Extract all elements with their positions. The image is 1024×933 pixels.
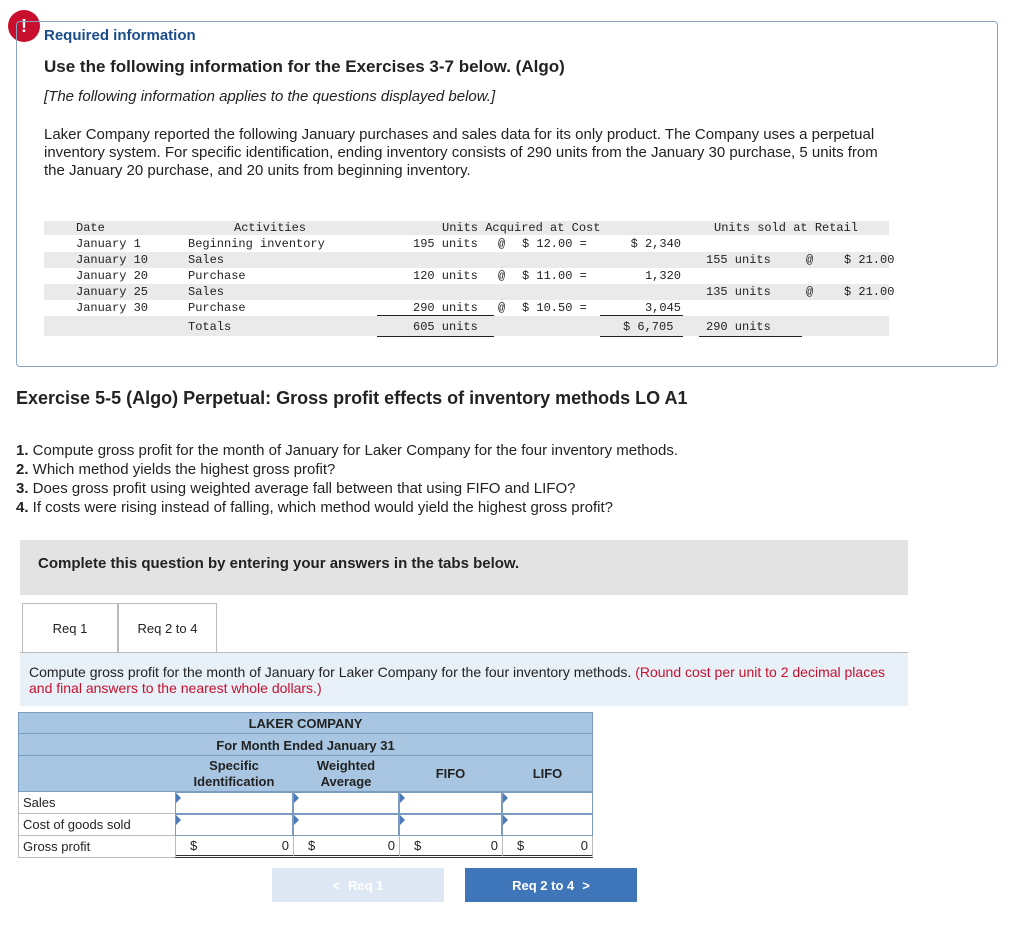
- question-item: [16, 441, 678, 460]
- purchases-sales-table: [44, 198, 895, 340]
- instruction-main: Compute gross profit for the month of January for Laker Company for the four inventory methods.: [29, 664, 632, 680]
- row-acq-total: $ 2,340: [630, 237, 681, 251]
- row-sold-units: 155 units: [706, 253, 771, 267]
- question-text: Which method yields the highest gross profit?: [28, 461, 336, 478]
- prev-req-label: Req 1: [348, 877, 384, 893]
- row-acq-price: $ 10.50 =: [522, 301, 587, 315]
- row-acq-units: 195 units: [413, 237, 478, 251]
- row-sold-units: 135 units: [706, 285, 771, 299]
- row-acq-units: 290 units: [413, 301, 478, 315]
- currency-symbol: $: [414, 838, 422, 853]
- underline-total-units: [377, 336, 494, 337]
- instruction-box: [20, 652, 908, 706]
- question-number: 2.: [16, 461, 29, 478]
- prev-req-button[interactable]: [272, 868, 444, 902]
- question-item: [16, 498, 678, 517]
- col-weighted-average: Weighted Average: [316, 758, 376, 789]
- col-specific-identification: Specific Identification: [193, 758, 275, 789]
- question-item: [16, 460, 678, 479]
- row-label-gross-profit: Gross profit: [18, 836, 175, 858]
- row-date: January 25: [76, 285, 149, 299]
- sales-fifo-input[interactable]: [399, 792, 502, 814]
- instruction-rounding-note: (Round cost per unit to 2 decimal places and final answers to the nearest whole dollars.): [29, 664, 885, 696]
- underline-units: [377, 315, 494, 316]
- row-acq-at: @: [498, 237, 506, 251]
- row-acq-price: $ 12.00 =: [522, 237, 587, 251]
- exercise-title: Exercise 5-5 (Algo) Perpetual: Gross profit effects of inventory methods LO A1: [16, 388, 688, 408]
- col-header-activities: Activities: [234, 221, 307, 235]
- totals-sold-units: 290 units: [706, 320, 771, 334]
- question-number: 3.: [16, 480, 29, 497]
- gross-profit-fifo: [399, 836, 502, 858]
- question-text: Compute gross profit for the month of January for Laker Company for the four inventory methods.: [28, 442, 678, 459]
- gross-profit-lifo: [502, 836, 593, 858]
- row-label-cogs: Cost of goods sold: [18, 814, 175, 836]
- col-header-date: Date: [76, 221, 105, 235]
- instruction-text: [29, 664, 899, 696]
- tab-req-2-to-4[interactable]: [118, 603, 217, 653]
- row-acq-price: $ 11.00 =: [522, 269, 587, 283]
- cogs-lifo-input[interactable]: [502, 814, 593, 836]
- question-item: [16, 479, 678, 498]
- underline-total-sold: [699, 336, 802, 337]
- row-activity: Beginning inventory: [188, 237, 325, 251]
- row-acq-at: @: [498, 269, 506, 283]
- tab-req-1[interactable]: [22, 603, 118, 653]
- gross-profit-weighted: [293, 836, 399, 858]
- chevron-right-icon: >: [582, 877, 590, 893]
- next-req-button[interactable]: [465, 868, 637, 902]
- row-date: January 30: [76, 301, 149, 315]
- complete-banner: [20, 540, 908, 595]
- period-title: For Month Ended January 31: [216, 738, 395, 753]
- chevron-left-icon: <: [332, 877, 341, 893]
- row-activity: Purchase: [188, 269, 246, 283]
- totals-acq-total: $ 6,705: [623, 320, 674, 334]
- sales-specific-input[interactable]: [175, 792, 293, 814]
- currency-symbol: $: [517, 838, 525, 853]
- row-acq-total: 1,320: [644, 269, 681, 283]
- cogs-fifo-input[interactable]: [399, 814, 502, 836]
- row-date: January 10: [76, 253, 149, 267]
- gross-profit-fifo-value: 0: [490, 838, 498, 853]
- gross-profit-table: [18, 712, 593, 857]
- gross-profit-specific-value: 0: [281, 838, 289, 853]
- tab-req-2-to-4-label: Req 2 to 4: [137, 621, 198, 636]
- col-lifo: LIFO: [532, 766, 563, 781]
- company-name: LAKER COMPANY: [248, 716, 363, 731]
- tab-req-1-label: Req 1: [52, 621, 88, 636]
- row-acq-units: 120 units: [413, 269, 478, 283]
- gross-profit-specific: [175, 836, 293, 858]
- row-sold-at: @: [806, 285, 814, 299]
- cogs-specific-input[interactable]: [175, 814, 293, 836]
- row-sold-at: @: [806, 253, 814, 267]
- question-text: Does gross profit using weighted average fall between that using FIFO and LIFO?: [28, 480, 576, 497]
- underline-total-cost: [600, 336, 683, 337]
- totals-label: Totals: [188, 320, 232, 334]
- totals-acq-units: 605 units: [413, 320, 478, 334]
- col-header-acquired: Units Acquired at Cost: [442, 221, 601, 235]
- questions-list: [16, 441, 678, 517]
- gross-profit-lifo-value: 0: [580, 838, 588, 853]
- currency-symbol: $: [190, 838, 198, 853]
- row-acq-at: @: [498, 301, 506, 315]
- col-header-sold: Units sold at Retail: [714, 221, 859, 235]
- complete-banner-text: Complete this question by entering your answers in the tabs below.: [38, 555, 520, 572]
- currency-symbol: $: [308, 838, 316, 853]
- row-date: January 20: [76, 269, 149, 283]
- use-info-heading: Use the following information for the Exercises 3-7 below. (Algo): [44, 57, 565, 76]
- underline-cost: [600, 315, 683, 316]
- intro-paragraph: Laker Company reported the following January purchases and sales data for its only product. The Company uses a perpetual inventory system. For specific identification, ending inventory consists of 290 units from the January 30 purchase, 5 units from the January 20 purchase, and 20 units from beginning inventory.: [44, 126, 878, 179]
- row-label-sales: Sales: [18, 792, 175, 814]
- gross-profit-weighted-value: 0: [387, 838, 395, 853]
- next-req-label: Req 2 to 4: [512, 877, 575, 893]
- applies-note: [The following information applies to the questions displayed below.]: [44, 88, 496, 105]
- row-sold-price: $ 21.00: [844, 285, 895, 299]
- question-number: 1.: [16, 442, 29, 459]
- question-number: 4.: [16, 499, 29, 516]
- alert-icon: !: [8, 10, 40, 42]
- row-acq-total: 3,045: [644, 301, 681, 315]
- row-date: January 1: [76, 237, 141, 251]
- row-activity: Sales: [188, 285, 225, 299]
- cogs-weighted-input[interactable]: [293, 814, 399, 836]
- question-text: If costs were rising instead of falling, which method would yield the highest gross profit?: [28, 499, 613, 516]
- row-sold-price: $ 21.00: [844, 253, 895, 267]
- row-activity: Sales: [188, 253, 225, 267]
- sales-lifo-input[interactable]: [502, 792, 593, 814]
- row-activity: Purchase: [188, 301, 246, 315]
- col-fifo: FIFO: [435, 766, 466, 781]
- required-info-heading: Required information: [44, 27, 196, 44]
- sales-weighted-input[interactable]: [293, 792, 399, 814]
